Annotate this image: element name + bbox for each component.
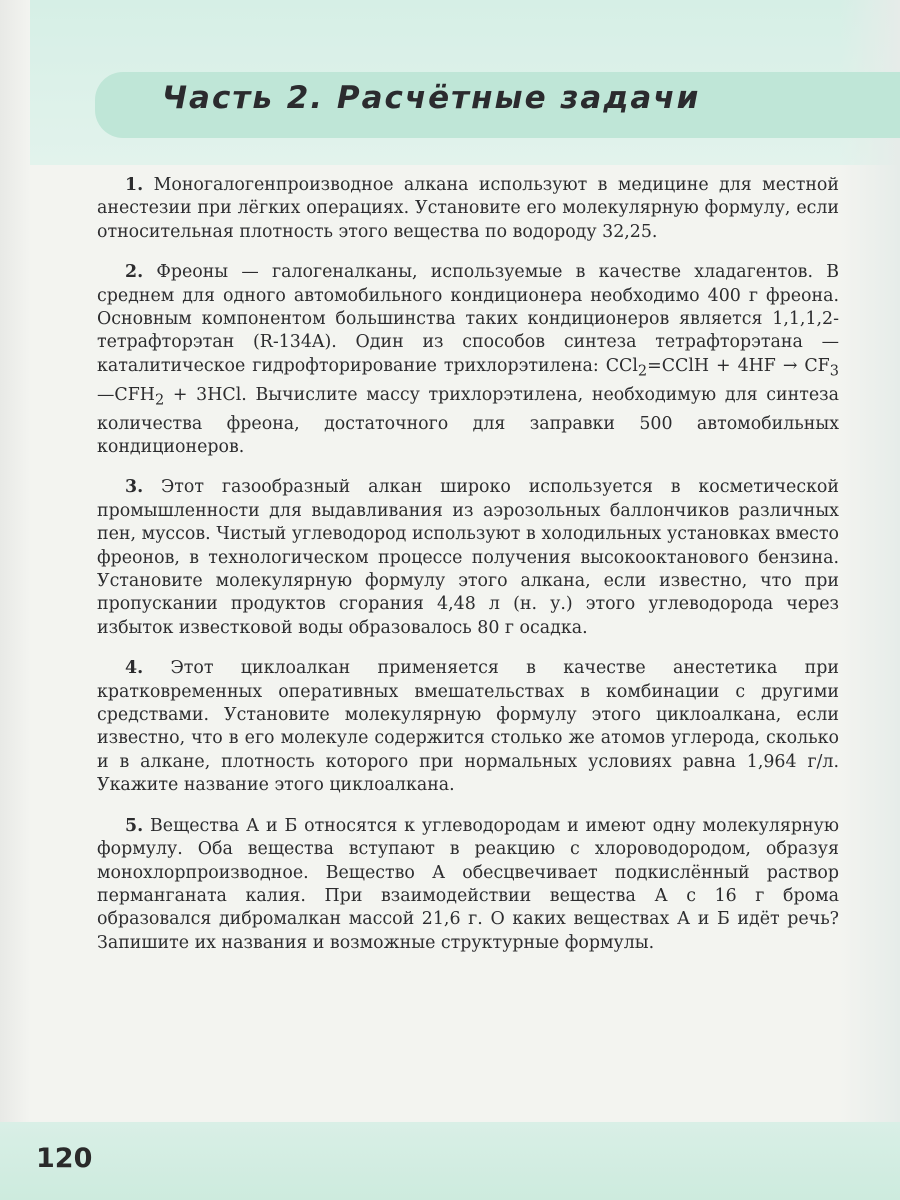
problem-number: 1.	[125, 175, 144, 195]
problem-text: Фреоны — галогеналканы, используемые в качестве хладагентов. В среднем для одного автомобильного кондиционера необходимо 400 г фреона. Основным компонентом большинства таких кондиционеров является 1,1,1,2-тетрафторэтан (R-134A). Один из способов синтеза тетрафторэтана — каталитическое гидрофторирование трихлорэтилена: CCl	[97, 262, 840, 376]
problem-number: 2.	[125, 262, 144, 283]
page-number: 120	[36, 1143, 93, 1174]
problem-text: Моногалогенпроизводное алкана используют в медицине для местной анестезии при лёгких операциях. Установите его молекулярную формулу, если относительная плотность этого вещества по водороду 32,25.	[97, 175, 839, 242]
page-edge-shadow	[840, 0, 900, 1200]
footer-background	[0, 1122, 900, 1200]
problem-number: 4.	[125, 658, 144, 679]
page-title: Часть 2. Расчётные задачи	[162, 80, 701, 116]
problem-2	[97, 261, 839, 459]
problem-text: Этот циклоалкан применяется в качестве анестетика при кратковременных оперативных вмешательствах в комбинации с другими средствами. Установите молекулярную формулу этого циклоалкана, если известно, что в его молекуле содержится столько же атомов углерода, сколько и в алкане, плотность которого при нормальных условиях равна 1,964 г/л. Укажите название этого циклоалкана.	[97, 658, 839, 796]
problem-number: 5.	[125, 815, 144, 836]
problem-1	[97, 174, 839, 244]
problem-text: Этот газообразный алкан широко используется в косметической промышленности для выдавливания из аэрозольных баллончиков различных пен, муссов. Чистый углеводород используют в холодильных установках вместо фреонов, в технологическом процессе получения высокооктанового бензина. Установите молекулярную формулу этого алкана, если известно, что при пропускании продуктов сгорания 4,48 л (н. у.) этого углеводорода через избыток известковой воды образовалось 80 г осадка.	[97, 477, 839, 638]
problem-text: —CFH	[97, 384, 155, 405]
problem-text: + 3HCl. Вычислите массу трихлорэтилена, необходимую для синтеза количества фреона, достаточного для заправки 500 автомобильных кондиционеров.	[97, 384, 839, 457]
problem-text: Вещества А и Б относятся к углеводородам и имеют одну молекулярную формулу. Оба вещества вступают в реакцию с хлороводородом, образуя монохлорпроизводное. Вещество А обесцвечивает подкислённый раствор перманганата калия. При взаимодействии вещества А с 16 г брома образовался дибромалкан массой 21,6 г. О каких веществах А и Б идёт речь? Запишите их названия и возможные структурные формулы.	[97, 815, 840, 953]
subscript: 2	[637, 363, 648, 380]
problem-5	[97, 815, 839, 955]
problem-list	[97, 174, 839, 955]
subscript: 2	[154, 392, 165, 409]
problem-text: =CClH + 4HF → CF	[647, 355, 830, 376]
problem-number: 3.	[125, 477, 144, 498]
problem-4	[97, 657, 839, 797]
subscript: 3	[829, 363, 839, 380]
problem-3	[97, 476, 839, 640]
page-gutter	[0, 0, 30, 1200]
